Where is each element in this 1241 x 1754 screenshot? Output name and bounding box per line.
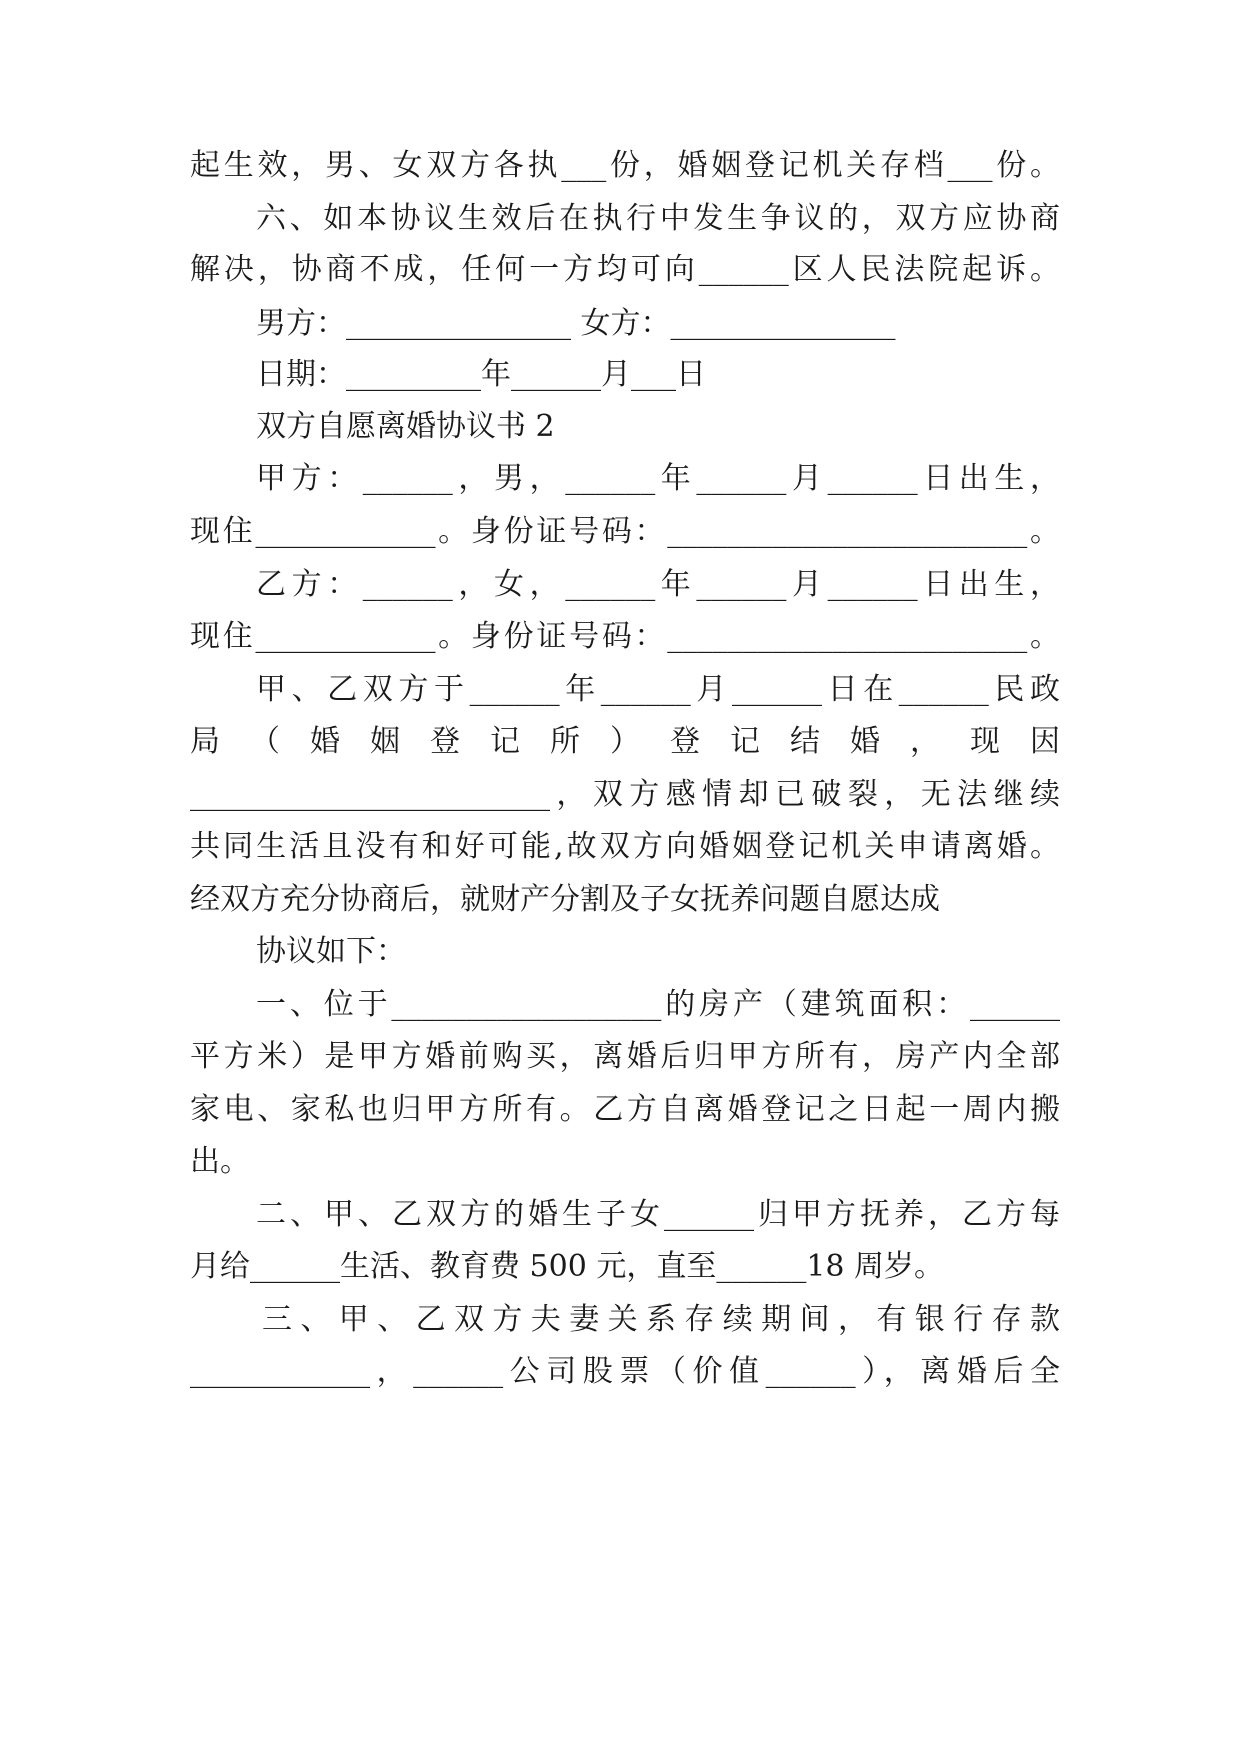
text-line-24: ____________，______公司股票（价值______），离婚后全	[190, 1354, 1060, 1389]
text-line-12: 局（婚姻登记所）登记结婚，现因	[190, 724, 1060, 759]
text-line-13: ________________________，双方感情却已破裂，无法继续	[190, 777, 1060, 812]
text-line-18: 平方米）是甲方婚前购买，离婚后归甲方所有，房产内全部	[190, 1039, 1060, 1074]
text-line-4: 男方：_______________ 女方：_______________	[256, 306, 896, 341]
text-line-15: 经双方充分协商后，就财产分割及子女抚养问题自愿达成	[190, 882, 940, 917]
text-line-14: 共同生活且没有和好可能,故双方向婚姻登记机关申请离婚。	[190, 829, 1060, 864]
text-line-9: 乙方：______，女，______年______月______日出生，	[256, 567, 1060, 602]
text-line-19: 家电、家私也归甲方所有。乙方自离婚登记之日起一周内搬	[190, 1092, 1060, 1127]
text-line-2: 六、如本协议生效后在执行中发生争议的，双方应协商	[256, 201, 1060, 236]
text-line-8: 现住____________。身份证号码：________________________。	[190, 514, 1060, 549]
text-line-17: 一、位于__________________的房产（建筑面积：______	[256, 987, 1060, 1022]
text-line-22: 月给______生活、教育费 500 元，直至______18 周岁。	[190, 1249, 945, 1284]
text-line-7: 甲方：______，男，______年______月______日出生，	[256, 461, 1060, 496]
text-line-16: 协议如下：	[256, 934, 406, 969]
text-line-11: 甲、乙双方于______年______月______日在______民政	[256, 672, 1060, 707]
text-line-23: 三、甲、乙双方夫妻关系存续期间，有银行存款	[262, 1302, 1060, 1337]
text-line-1: 起生效，男、女双方各执___份，婚姻登记机关存档___份。	[190, 148, 1060, 183]
text-line-5: 日期：_________年______月___日	[256, 357, 706, 392]
text-line-10: 现住____________。身份证号码：________________________。	[190, 619, 1060, 654]
text-line-21: 二、甲、乙双方的婚生子女______归甲方抚养，乙方每	[256, 1197, 1060, 1232]
section-heading: 双方自愿离婚协议书 2	[256, 409, 555, 444]
text-line-20: 出。	[190, 1144, 250, 1179]
text-line-3: 解决，协商不成，任何一方均可向______区人民法院起诉。	[190, 252, 1060, 287]
